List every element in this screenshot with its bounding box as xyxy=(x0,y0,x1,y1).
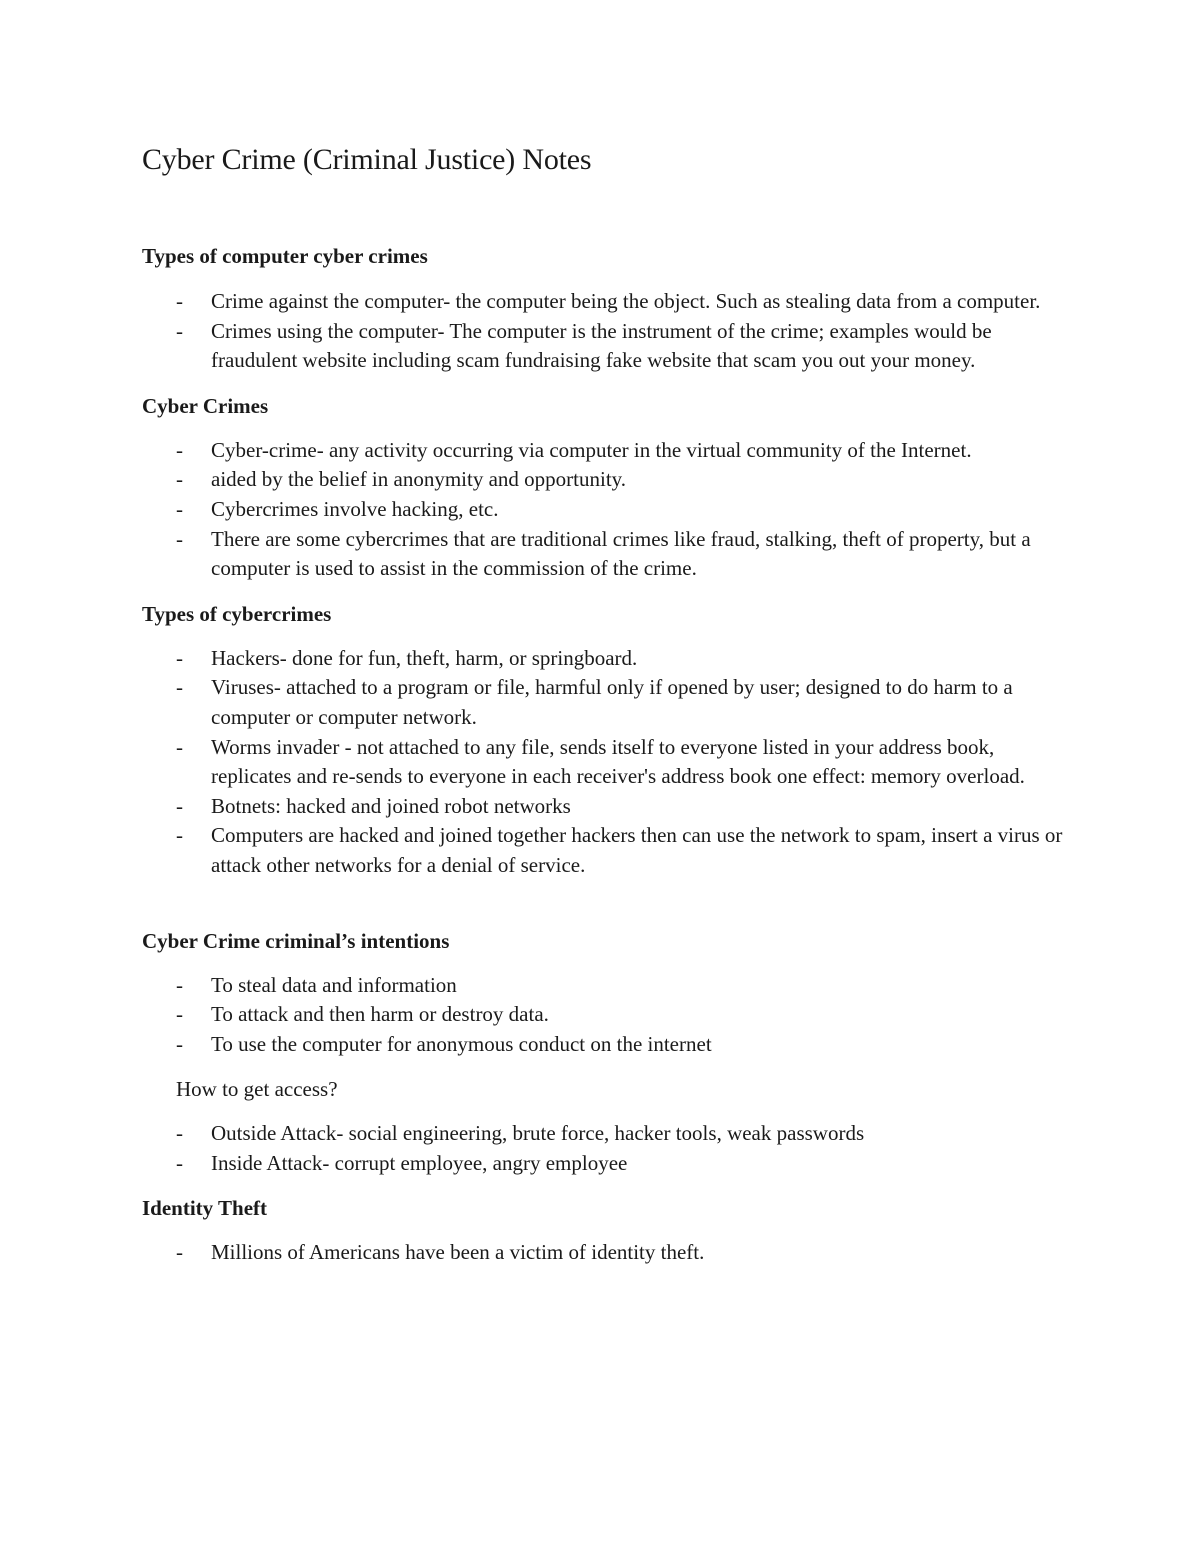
section-heading: Types of cybercrimes xyxy=(142,601,332,626)
dash-bullet: - xyxy=(176,1240,183,1265)
list-item xyxy=(142,1149,1072,1179)
dash-bullet: - xyxy=(176,1031,183,1056)
section-heading: Cyber Crime criminal’s intentions xyxy=(142,928,450,953)
list-item-text: Outside Attack- social engineering, brute force, hacker tools, weak passwords xyxy=(211,1121,865,1146)
list-item-text: Botnets: hacked and joined robot networks xyxy=(211,793,571,818)
dash-bullet: - xyxy=(176,823,183,848)
list-item xyxy=(142,525,1072,584)
document-page xyxy=(142,140,1072,1268)
section-heading: Identity Theft xyxy=(142,1196,268,1221)
list-item xyxy=(142,644,1072,674)
list-item-text: Hackers- done for fun, theft, harm, or springboard. xyxy=(211,645,638,670)
list-item xyxy=(142,792,1072,822)
bullet-list xyxy=(142,436,1072,584)
list-item-text: To attack and then harm or destroy data. xyxy=(211,1002,549,1027)
list-item xyxy=(142,436,1072,466)
dash-bullet: - xyxy=(176,734,183,759)
list-item xyxy=(142,673,1072,732)
dash-bullet: - xyxy=(176,526,183,551)
list-item-text: aided by the belief in anonymity and opportunity. xyxy=(211,467,627,492)
bullet-list xyxy=(142,287,1072,376)
list-item-text: To use the computer for anonymous conduct on the internet xyxy=(211,1031,712,1056)
bullet-list xyxy=(142,1238,1072,1268)
dash-bullet: - xyxy=(176,972,183,997)
list-item xyxy=(142,1000,1072,1030)
list-item-text: Cyber-crime- any activity occurring via computer in the virtual community of the Internet. xyxy=(211,437,972,462)
list-item-text: Computers are hacked and joined together hackers then can use the network to spam, insert a virus or attack other networks for a denial of service. xyxy=(211,823,1063,877)
section-cyber-crimes xyxy=(142,391,1072,584)
dash-bullet: - xyxy=(176,1121,183,1146)
dash-bullet: - xyxy=(176,289,183,313)
list-item-text: Inside Attack- corrupt employee, angry employee xyxy=(211,1150,628,1175)
list-item-text: Crimes using the computer- The computer is the instrument of the crime; examples would be fraudulent website including scam fundraising fake website that scam you out your money. xyxy=(211,318,992,373)
list-item-text: Worms invader - not attached to any file, sends itself to everyone listed in your address book, replicates and re-sends to everyone in each receiver's address book one effect: memory overload. xyxy=(211,734,1025,789)
section-types-of-computer-cyber-crimes xyxy=(142,241,1072,376)
list-item xyxy=(142,1119,1072,1149)
document-title: Cyber Crime (Criminal Justice) Notes xyxy=(142,143,592,176)
list-item-text: Millions of Americans have been a victim of identity theft. xyxy=(211,1240,705,1265)
dash-bullet: - xyxy=(176,645,183,670)
bullet-list xyxy=(142,644,1072,881)
section-criminal-intentions xyxy=(142,926,1072,1179)
list-item xyxy=(142,465,1072,495)
dash-bullet: - xyxy=(176,675,183,700)
list-item xyxy=(142,495,1072,525)
list-item-text: There are some cybercrimes that are traditional crimes like fraud, stalking, theft of property, but a computer is used to assist in the commission of the crime. xyxy=(211,526,1031,581)
dash-bullet: - xyxy=(176,1150,183,1175)
bullet-list xyxy=(142,1119,1072,1178)
list-item xyxy=(142,1030,1072,1060)
sub-label: How to get access? xyxy=(176,1077,338,1102)
section-types-of-cybercrimes xyxy=(142,599,1072,881)
section-heading: Cyber Crimes xyxy=(142,393,269,418)
dash-bullet: - xyxy=(176,437,183,462)
list-item xyxy=(142,287,1072,317)
list-item xyxy=(142,733,1072,792)
dash-bullet: - xyxy=(176,1002,183,1027)
list-item xyxy=(142,1238,1072,1268)
bullet-list xyxy=(142,971,1072,1060)
list-item-text: Cybercrimes involve hacking, etc. xyxy=(211,496,499,521)
list-item xyxy=(142,821,1072,880)
list-item-text: Crime against the computer- the computer being the object. Such as stealing data from a computer. xyxy=(211,289,1041,313)
section-heading: Types of computer cyber crimes xyxy=(142,244,428,268)
list-item xyxy=(142,317,1072,376)
dash-bullet: - xyxy=(176,467,183,492)
dash-bullet: - xyxy=(176,318,183,343)
list-item-text: Viruses- attached to a program or file, harmful only if opened by user; designed to do harm to a computer or computer network. xyxy=(211,675,1013,729)
list-item xyxy=(142,971,1072,1001)
dash-bullet: - xyxy=(176,496,183,521)
section-identity-theft xyxy=(142,1193,1072,1268)
dash-bullet: - xyxy=(176,793,183,818)
list-item-text: To steal data and information xyxy=(211,972,457,997)
